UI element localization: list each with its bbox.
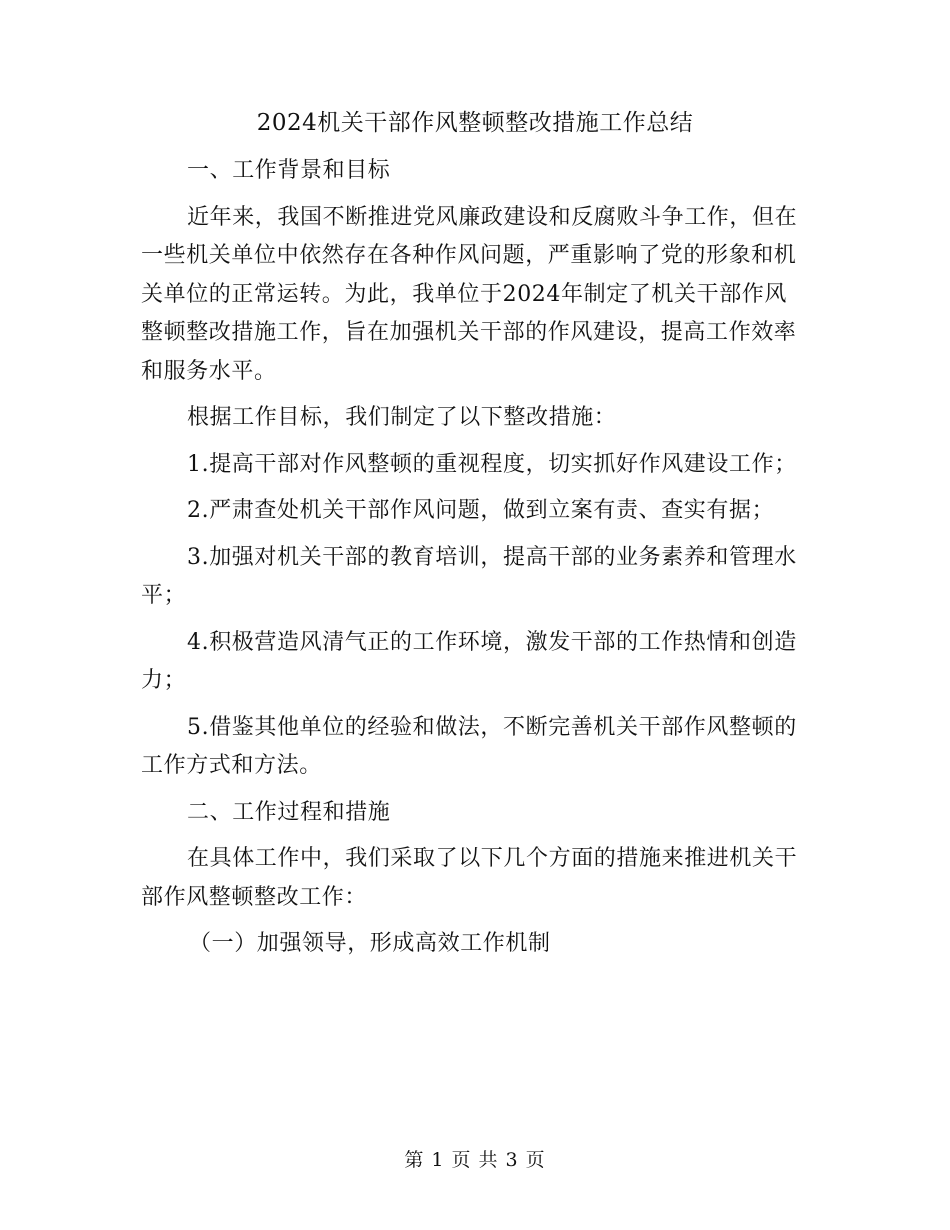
document-body — [141, 152, 809, 972]
section-heading-process: 二、工作过程和措施 — [187, 799, 391, 825]
section-heading-background: 一、工作背景和目标 — [187, 158, 391, 183]
list-item-measure-1: 1.提高干部对作风整顿的重视程度，切实抓好作风建设工作； — [187, 451, 797, 477]
list-item-measure-4: 4.积极营造风清气正的工作环境，激发干部的工作热情和创造力； — [141, 629, 797, 693]
paragraph-measures-intro: 根据工作目标，我们制定了以下整改措施： — [187, 405, 617, 430]
list-item-measure-2: 2.严肃查处机关干部作风问题，做到立案有责、查实有据； — [187, 498, 775, 523]
page-number-footer: 第 1 页 共 3 页 — [404, 1149, 546, 1171]
document-title: 2024机关干部作风整顿整改措施工作总结 — [256, 110, 694, 136]
paragraph-background: 近年来，我国不断推进党风廉政建设和反腐败斗争工作，但在一些机关单位中依然存在各种作风问题，严重影响了党的形象和机关单位的正常运转。为此，我单位于2024年制定了机关干部作风整顿整改措施工作，旨在加强机关干部的作风建设，提高工作效率和服务水平。 — [141, 204, 798, 384]
list-item-measure-5: 5.借鉴其他单位的经验和做法，不断完善机关干部作风整顿的工作方式和方法。 — [141, 714, 797, 778]
paragraph-process-intro: 在具体工作中，我们采取了以下几个方面的措施来推进机关干部作风整顿整改工作： — [141, 846, 798, 910]
list-item-measure-3: 3.加强对机关干部的教育培训，提高干部的业务素养和管理水平； — [141, 544, 797, 608]
subsection-heading-leadership: （一）加强领导，形成高效工作机制 — [189, 931, 551, 956]
